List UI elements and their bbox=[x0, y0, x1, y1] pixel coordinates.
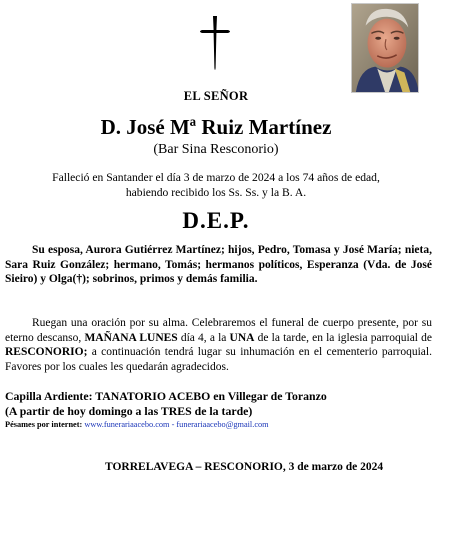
hours-line: (A partir de hoy domingo a las TRES de la tarde) bbox=[5, 404, 253, 418]
death-line-1: Falleció en Santander el día 3 de marzo de 2024 a los 74 años de edad, bbox=[52, 171, 380, 184]
prayer-church: RESCONORIO; bbox=[5, 346, 88, 358]
prayer-text-4: a continuación tendrá lugar su inhumación en el cementerio parroquial. Favores por los cuales les quedarán agradecidos. bbox=[5, 346, 432, 373]
prayer-paragraph bbox=[5, 316, 432, 374]
place-date: TORRELAVEGA – RESCONORIO, 3 de marzo de 2024 bbox=[105, 461, 384, 473]
email-link[interactable]: funerariaacebo@gmail.com bbox=[176, 420, 269, 429]
condolences-line bbox=[5, 420, 269, 429]
prayer-text-3: de la tarde, en la iglesia parroquial de bbox=[254, 331, 433, 344]
latin-cross-icon bbox=[198, 16, 232, 72]
deceased-name: D. José Mª Ruiz Martínez bbox=[100, 115, 332, 139]
deceased-alias: (Bar Sina Resconorio) bbox=[153, 142, 279, 157]
condolences-separator: - bbox=[169, 420, 177, 429]
death-notice bbox=[0, 170, 432, 200]
condolences-label: Pésames por internet: bbox=[5, 420, 83, 429]
dep-heading: D.E.P. bbox=[182, 208, 250, 233]
title-line: EL SEÑOR bbox=[183, 89, 249, 103]
family-paragraph: Su esposa, Aurora Gutiérrez Martínez; hijos, Pedro, Tomasa y José María; nieta, Sara Ruiz González; hermano, Tomás; hermanos políticos, Esperanza (Vda. de José Sieiro) y Olga(†); sobrinos, primos y demás familia. bbox=[5, 244, 432, 285]
prayer-text-1: Ruegan una oración por su alma. Celebraremos el funeral de cuerpo presente, por su eterno descanso, bbox=[5, 317, 432, 344]
prayer-hour: UNA bbox=[229, 331, 255, 344]
prayer-day: MAÑANA LUNES bbox=[84, 331, 178, 344]
website-link[interactable]: www.funerariaacebo.com bbox=[84, 420, 170, 429]
prayer-text-2: día 4, a la bbox=[177, 331, 230, 344]
death-line-2: habiendo recibido los Ss. Ss. y la B. A. bbox=[125, 186, 307, 199]
portrait-photo bbox=[351, 3, 419, 93]
chapel-line: Capilla Ardiente: TANATORIO ACEBO en Villegar de Toranzo bbox=[5, 389, 327, 403]
